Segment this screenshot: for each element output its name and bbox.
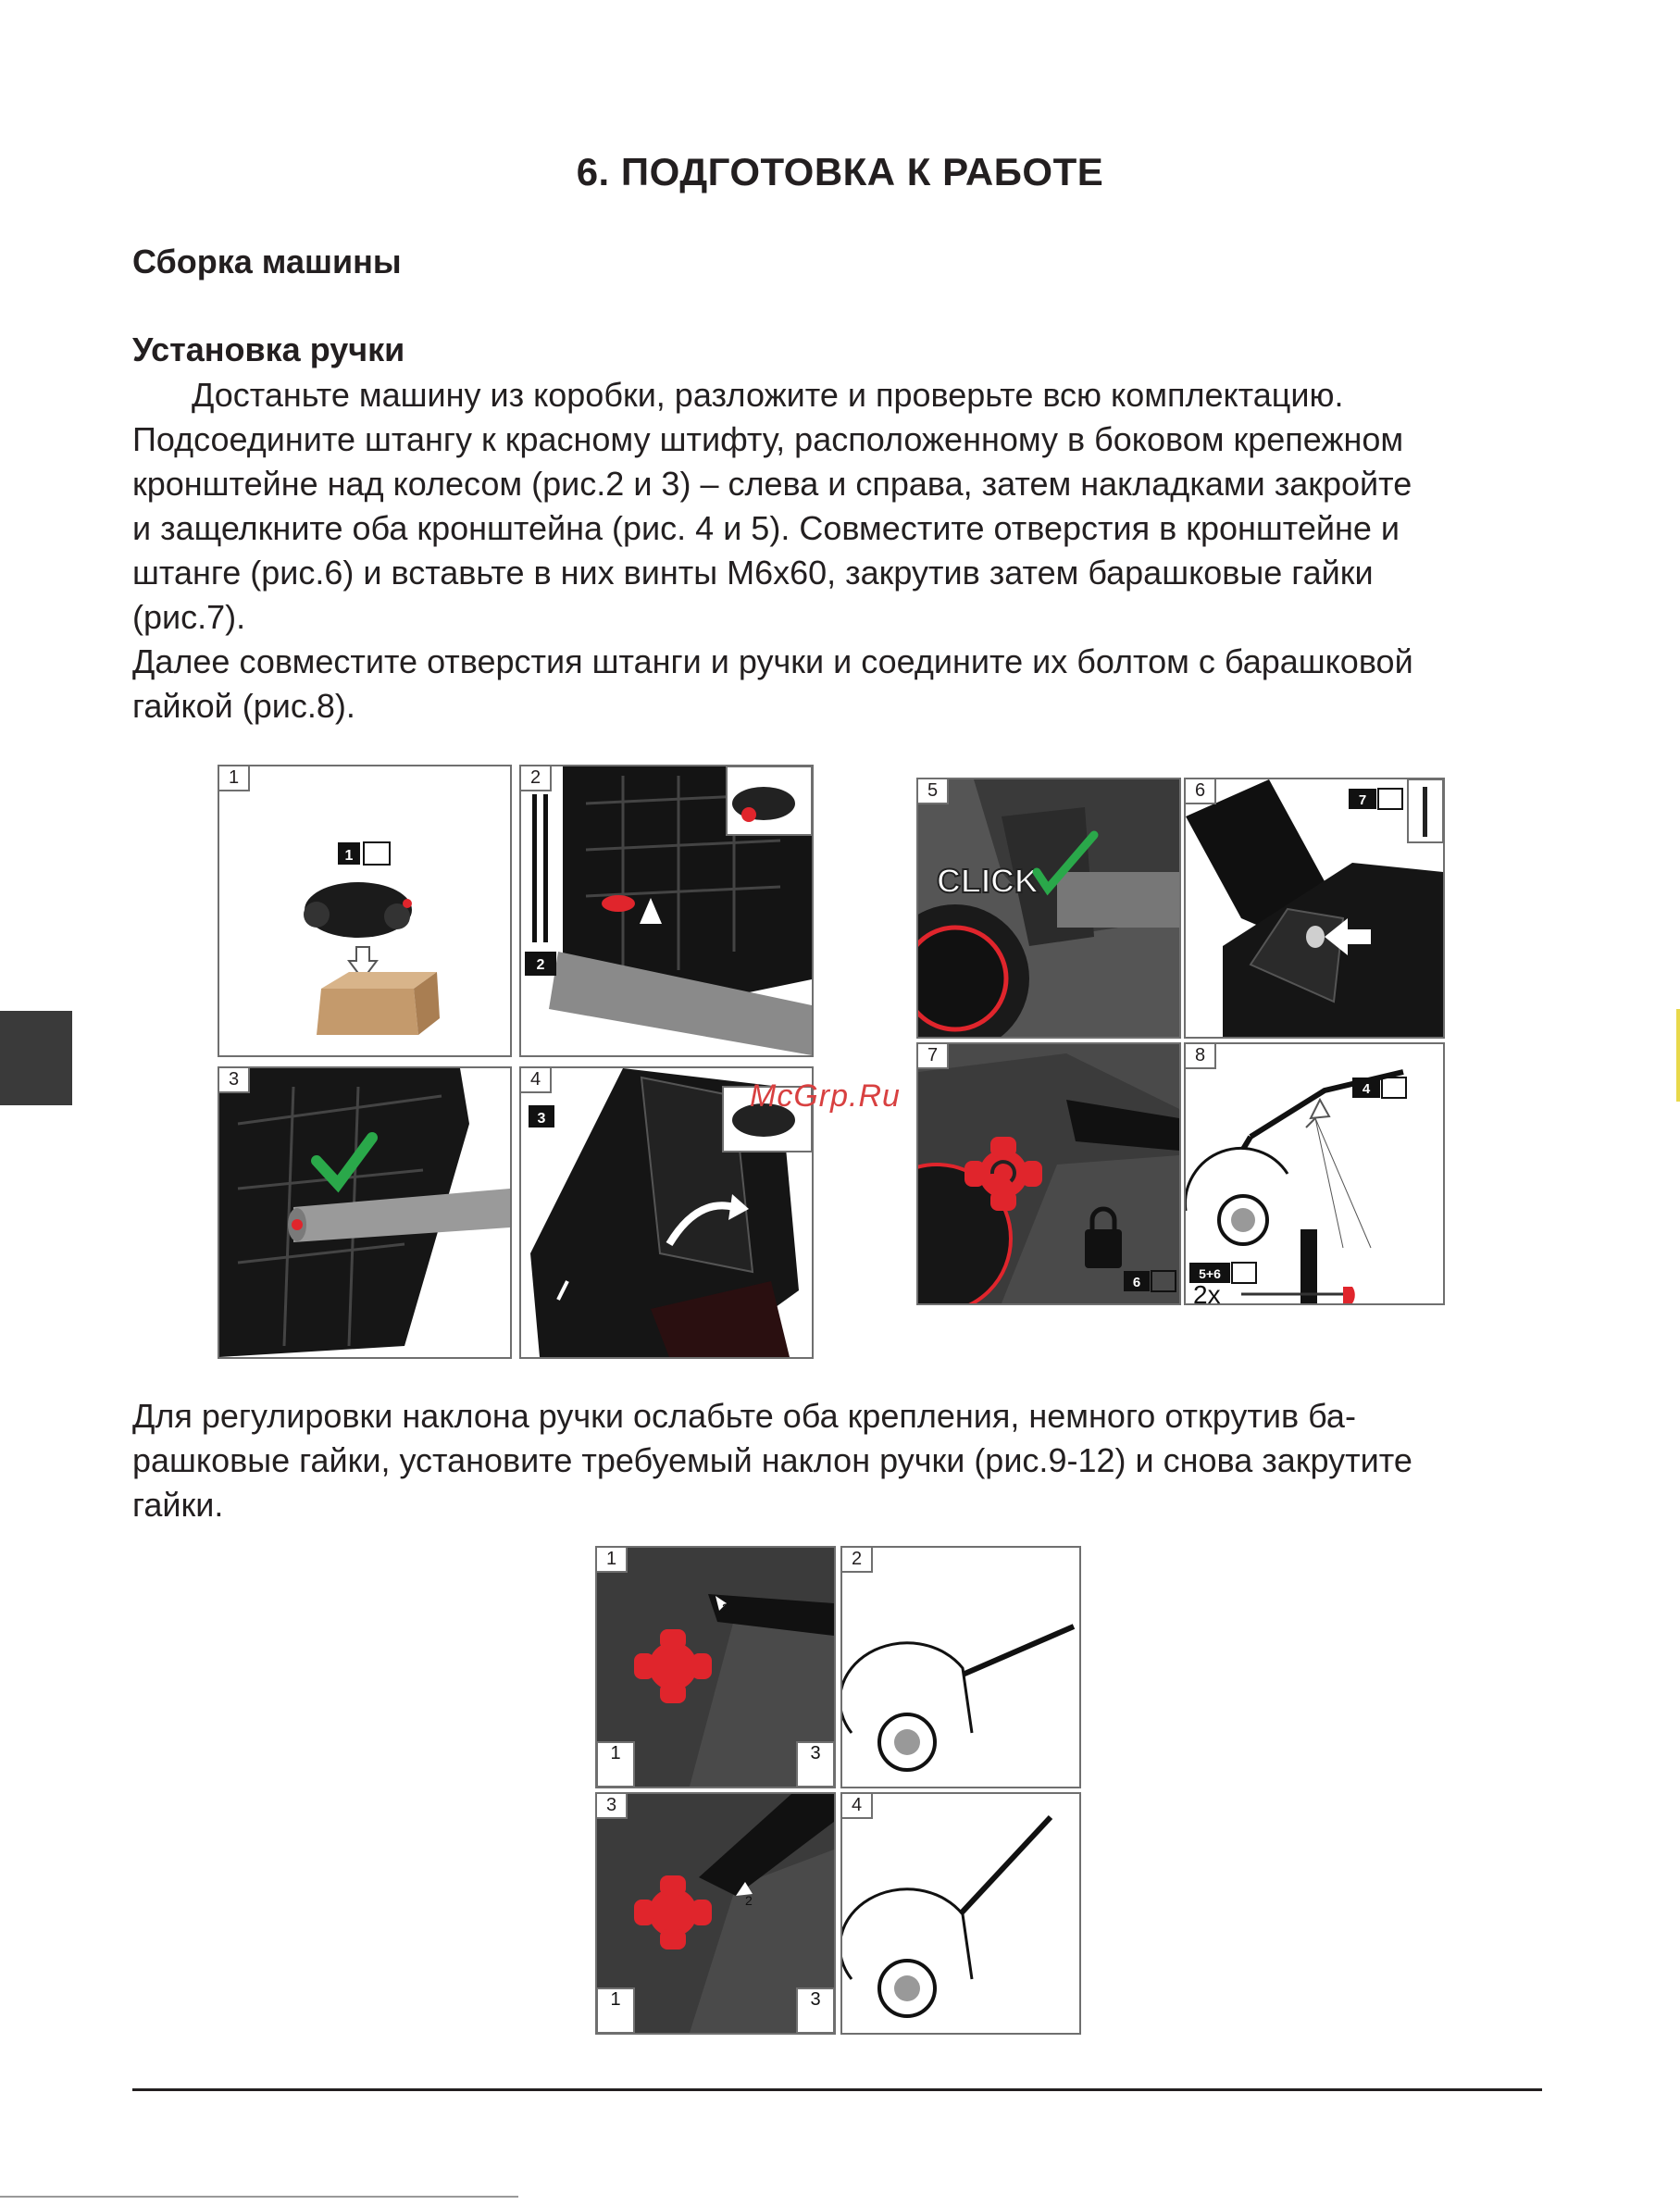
click-label: CLICK: [937, 862, 1039, 900]
paragraph-2: [132, 640, 1542, 729]
text-line: кронштейне над колесом (рис.2 и 3) – слева и справа, затем накладками закройте: [132, 465, 1412, 503]
step-badge: 5+6: [1199, 1266, 1221, 1281]
loosen-nut-illustration: [597, 1548, 834, 1787]
figure-number: 7: [918, 1044, 949, 1069]
figure-b6: [1184, 778, 1445, 1039]
step-number: 1: [610, 1743, 621, 1763]
paragraph-3: [132, 1394, 1542, 1527]
figure-number: 1: [597, 1548, 628, 1573]
figure-number: 6: [1186, 779, 1216, 804]
text-line: гайки.: [132, 1486, 224, 1524]
handle-low-angle-illustration: [842, 1548, 1079, 1787]
text-line: рашковые гайки, установите требуемый наклон ручки (рис.9-12) и снова закрутите: [132, 1441, 1412, 1479]
text-line: Далее совместите отверстия штанги и ручки и соедините их болтом с барашковой: [132, 642, 1413, 680]
figure-a2: [519, 765, 814, 1057]
step-badge: 6: [1132, 1275, 1141, 1290]
edge-marker: [1676, 1009, 1680, 1102]
figure-a1: [218, 765, 512, 1057]
paragraph-1: [132, 373, 1542, 640]
page-edge-rule: [0, 2196, 518, 2198]
text-line: штанге (рис.6) и вставьте в них винты М6х60, закрутив затем барашковые гайки: [132, 554, 1374, 592]
text-line: Подсоедините штангу к красному штифту, расположенному в боковом крепежном: [132, 420, 1404, 458]
subheading-handle: Установка ручки: [132, 330, 405, 368]
figure-number: 8: [1186, 1044, 1216, 1069]
figure-number: 3: [219, 1068, 250, 1093]
bracket-pin-illustration: [521, 766, 812, 1055]
figure-number: 1: [219, 766, 250, 791]
arrow-label: 2: [722, 1601, 729, 1615]
pin-fitted-illustration: [219, 1068, 510, 1357]
figure-b7: [916, 1042, 1181, 1305]
text-line: и защелкните оба кронштейна (рис. 4 и 5). Совместите отверстия в кронштейне и: [132, 509, 1400, 547]
section-title: 6. ПОДГОТОВКА К РАБОТЕ: [576, 150, 1104, 193]
figure-b8: [1184, 1042, 1445, 1305]
figure-c4: [840, 1792, 1081, 2035]
figure-number: 2: [842, 1548, 873, 1573]
chapter-tab: [0, 1011, 72, 1105]
handle-bolt-illustration: [1186, 1044, 1443, 1303]
click-latch-illustration: [918, 779, 1179, 1037]
text-line: гайкой (рис.8).: [132, 687, 355, 725]
quantity-label: 2x: [1193, 1280, 1221, 1303]
figure-c2: [840, 1546, 1081, 1788]
step-number: 1: [610, 1989, 621, 2010]
step-badge: 7: [1358, 792, 1367, 808]
step-badge: 2: [536, 957, 545, 973]
figure-number: 3: [597, 1794, 628, 1819]
figure-b5: [916, 778, 1181, 1039]
text-line: Достаньте машину из коробки, разложите и проверьте всю комплектацию.: [192, 376, 1344, 414]
wing-nut-illustration: [918, 1044, 1179, 1303]
figure-c1: [595, 1546, 836, 1788]
step-badge: 4: [1362, 1081, 1371, 1097]
text-line: Для регулировки наклона ручки ослабьте оба крепления, немного открутив ба-: [132, 1397, 1356, 1435]
watermark: McGrp.Ru: [750, 1078, 901, 1114]
arrow-label: 2: [745, 1893, 753, 1908]
step-number: 3: [810, 1989, 821, 2010]
step-number: 3: [810, 1743, 821, 1763]
step-badge: 1: [344, 848, 354, 864]
figure-number: 4: [521, 1068, 552, 1093]
tighten-nut-illustration: [597, 1794, 834, 2033]
footer-rule: [132, 2088, 1542, 2091]
figure-number: 2: [521, 766, 552, 791]
figure-number: 4: [842, 1794, 873, 1819]
subheading-assembly: Сборка машины: [132, 243, 402, 280]
unboxing-illustration: [219, 766, 510, 1055]
figure-c3: [595, 1792, 836, 2035]
step-badge: 3: [537, 1111, 546, 1127]
text-line: (рис.7).: [132, 598, 246, 636]
figure-a3: [218, 1066, 512, 1359]
handle-high-angle-illustration: [842, 1794, 1079, 2033]
hole-alignment-illustration: [1186, 779, 1443, 1037]
figure-number: 5: [918, 779, 949, 804]
